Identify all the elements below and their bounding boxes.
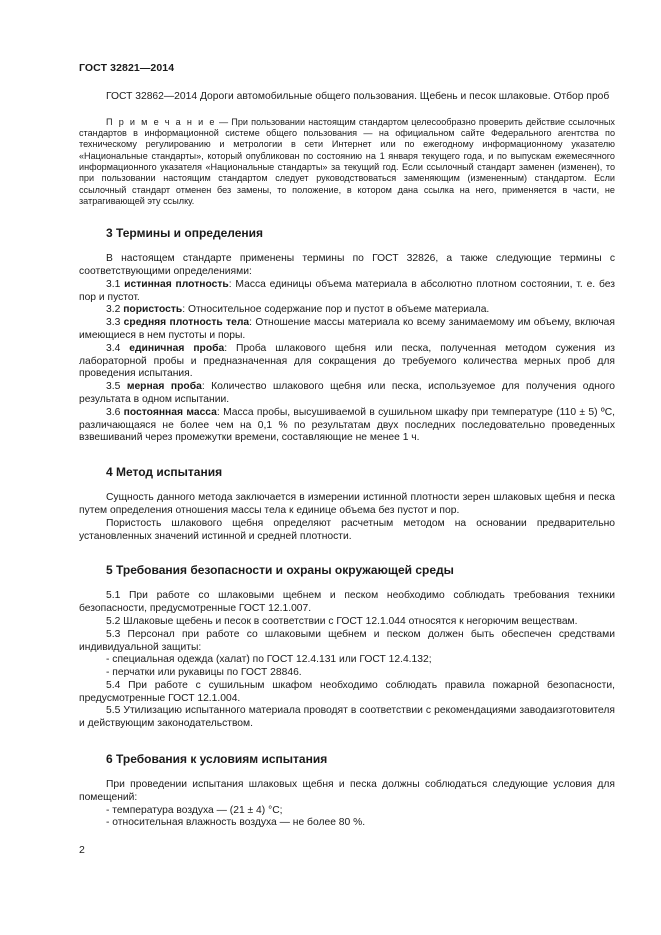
term-name: истинная плотность — [124, 278, 229, 290]
term-name: средняя плотность тела — [123, 317, 250, 329]
section-6-heading: 6 Требования к условиям испытания — [106, 752, 328, 767]
term-number: 3.5 — [106, 381, 127, 393]
list-item: - перчатки или рукавицы по ГОСТ 28846. — [106, 667, 302, 679]
section-3-intro: В настоящем стандарте применены термины по ГОСТ 32826, а также следующие термины с соответствующими определениями: — [79, 253, 615, 277]
term-number: 3.1 — [106, 278, 125, 290]
term-number: 3.3 — [106, 317, 124, 329]
term-definition: : Отношение массы материала ко всему занимаемому им объему, включая имеющиеся в нем пустоты и поры. — [79, 317, 615, 341]
term-definition: : Относительное содержание пор и пустот в объеме материала. — [182, 304, 490, 316]
term-definition: : Проба шлакового щебня или песка, полученная методом сужения из лабораторной пробы и предназначенная для сокращения до требуемого количества мерных проб для проведения испытания. — [79, 342, 615, 380]
page-content — [79, 91, 615, 830]
term-3-5 — [79, 381, 615, 407]
term-3-3 — [79, 317, 615, 343]
list-item: - температура воздуха — (21 ± 4) °С; — [106, 804, 283, 816]
page-number: 2 — [79, 844, 85, 856]
term-name: единичная проба — [129, 342, 225, 354]
term-number: 3.6 — [106, 406, 124, 418]
note-text: — При пользовании настоящим стандартом целесообразно проверить действие ссылочных стандартов в информационной системе общего пользования — на официальном сайте Федерального агентства по техническому регулированию и метрологии в сети Интернет или по ежегодному информационному указателю «Национальные стандарты», который опубликован по состоянию на 1 января текущего года, и по выпускам ежемесячного информационного указателя «Национальные стандарты» за текущий год. Если ссылочный стандарт заменен (изменен), то при пользовании настоящим стандартом следует руководствоваться заменяющим (измененным) стандартом. Если ссылочный стандарт отменен без замены, то положение, в котором дана ссылка на него, применяется в части, не затрагивающей эту ссылку. — [79, 116, 615, 206]
note-paragraph — [79, 117, 615, 207]
term-number: 3.2 — [106, 304, 124, 316]
term-3-6 — [79, 407, 615, 445]
section-4-paragraph: Пористость шлакового щебня определяют расчетным методом на основании предварительно установленных значений истинной и средней плотности. — [79, 517, 615, 542]
term-3-4 — [79, 343, 615, 381]
term-name: мерная проба — [126, 381, 202, 393]
section-5-paragraph: 5.1 При работе со шлаковыми щебнем и песком необходимо соблюдать требования техники безопасности, предусмотренные ГОСТ 12.1.007. — [79, 590, 615, 615]
term-definition: : Масса пробы, высушиваемой в сушильном шкафу при температуре (110 ± 5) ºС, различающаяся не более чем на 0,1 % по результатам двух последних последовательно проведенных взвешиваний через промежутки времени, составляющие не менее 1 ч. — [79, 406, 615, 444]
term-3-2 — [79, 304, 615, 317]
list-item: - относительная влажность воздуха — не более 80 %. — [106, 817, 366, 829]
page-header-doc-id: ГОСТ 32821—2014 — [79, 62, 175, 74]
section-4-heading: 4 Метод испытания — [106, 465, 223, 480]
list-item: - специальная одежда (халат) по ГОСТ 12.4.131 или ГОСТ 12.4.132; — [106, 654, 432, 666]
term-3-1 — [79, 279, 615, 305]
section-6-paragraph: При проведении испытания шлаковых щебня и песка должны соблюдаться следующие условия для помещений: — [79, 779, 615, 803]
section-5-paragraph: 5.5 Утилизацию испытанного материала проводят в соответствии с рекомендациями заводаизготовителя и действующим законодательством. — [79, 705, 615, 730]
term-name: постоянная масса — [123, 406, 217, 418]
term-name: пористость — [123, 304, 183, 316]
term-number: 3.4 — [106, 342, 130, 354]
term-definition: : Количество шлакового щебня или песка, используемое для получения одного результата в одном испытании. — [79, 381, 615, 405]
section-5-paragraph: 5.4 При работе с сушильным шкафом необходимо соблюдать правила пожарной безопасности, предусмотренные ГОСТ 12.1.004. — [79, 679, 615, 704]
section-5-paragraph: 5.2 Шлаковые щебень и песок в соответствии с ГОСТ 12.1.044 относятся к негорючим веществам. — [106, 615, 578, 627]
section-5-heading: 5 Требования безопасности и охраны окружающей среды — [106, 563, 454, 578]
reference-item: ГОСТ 32862—2014 Дороги автомобильные общего пользования. Щебень и песок шлаковые. Отбор проб — [106, 91, 610, 102]
section-3-heading: 3 Термины и определения — [106, 226, 264, 241]
term-definition: : Масса единицы объема материала в абсолютно плотном состоянии, т. е. без пор и пустот. — [79, 278, 615, 303]
note-label: П р и м е ч а н и е — [106, 116, 216, 127]
section-4-paragraph: Сущность данного метода заключается в измерении истинной плотности зерен шлаковых щебня и песка путем определения отношения массы тела к единице объема без пустот и пор. — [79, 492, 615, 516]
section-5-paragraph: 5.3 Персонал при работе со шлаковыми щебнем и песком должен быть обеспечен средствами индивидуальной защиты: — [79, 628, 615, 653]
